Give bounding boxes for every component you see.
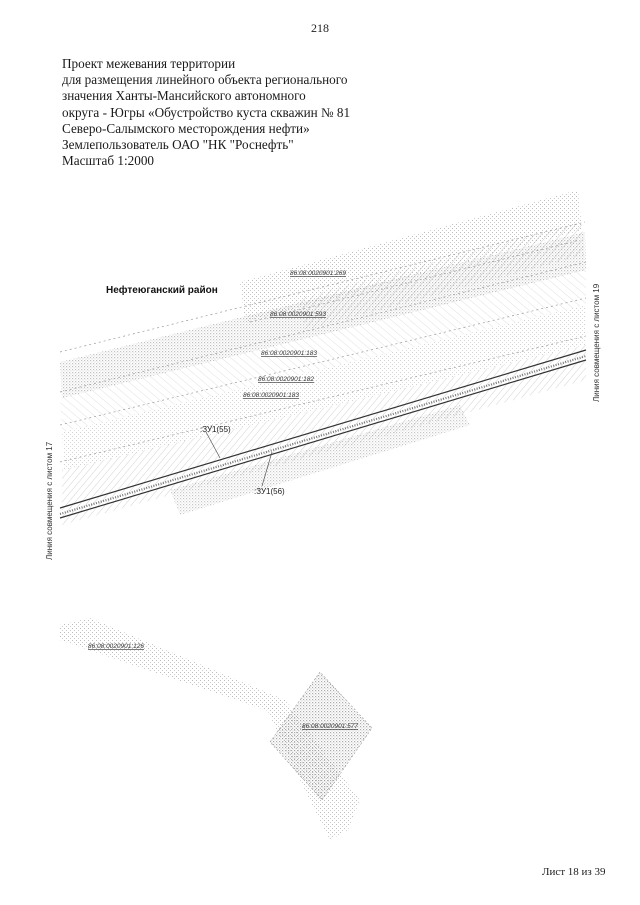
title-line: Проект межевания территории: [62, 56, 236, 71]
cadastral-label: 86:08:0020901:183: [261, 350, 318, 357]
cadastral-label: 86:08:0020901:183: [243, 392, 300, 399]
title-line: для размещения линейного объекта регионального: [62, 72, 348, 88]
title-line: значения Ханты-Мансийского автономного: [62, 88, 306, 104]
title-line: Северо-Салымского месторождения нефти»: [62, 120, 310, 136]
zone-label: :ЗУ1(56): [254, 487, 285, 496]
page-number: 218: [311, 21, 329, 35]
title-line: Землепользователь ОАО "НК "Роснефть": [62, 137, 294, 153]
scale-line: Масштаб 1:2000: [62, 153, 155, 169]
right-edge-label: Линия совмещения с листом 19: [592, 283, 601, 402]
cadastral-label: 86:08:0020901:126: [88, 643, 145, 650]
zone-label: :ЗУ1(55): [200, 425, 231, 434]
title-line: округа - Югры «Обустройство куста скважин № 81: [62, 104, 351, 120]
cadastral-label: 86:08:0020901:593: [270, 311, 327, 318]
cadastral-label: 86:08:0020901:269: [290, 270, 347, 277]
cadastral-label: 86:08:0020901:182: [258, 376, 315, 383]
left-edge-label: Линия совмещения с листом 17: [45, 441, 54, 560]
cadastral-label: 86:08:0020901:577: [302, 723, 359, 730]
parcel-577: [270, 672, 372, 800]
district-label: Нефтеюганский район: [106, 285, 218, 296]
sheet-footer: Лист 18 из 39: [542, 866, 606, 878]
